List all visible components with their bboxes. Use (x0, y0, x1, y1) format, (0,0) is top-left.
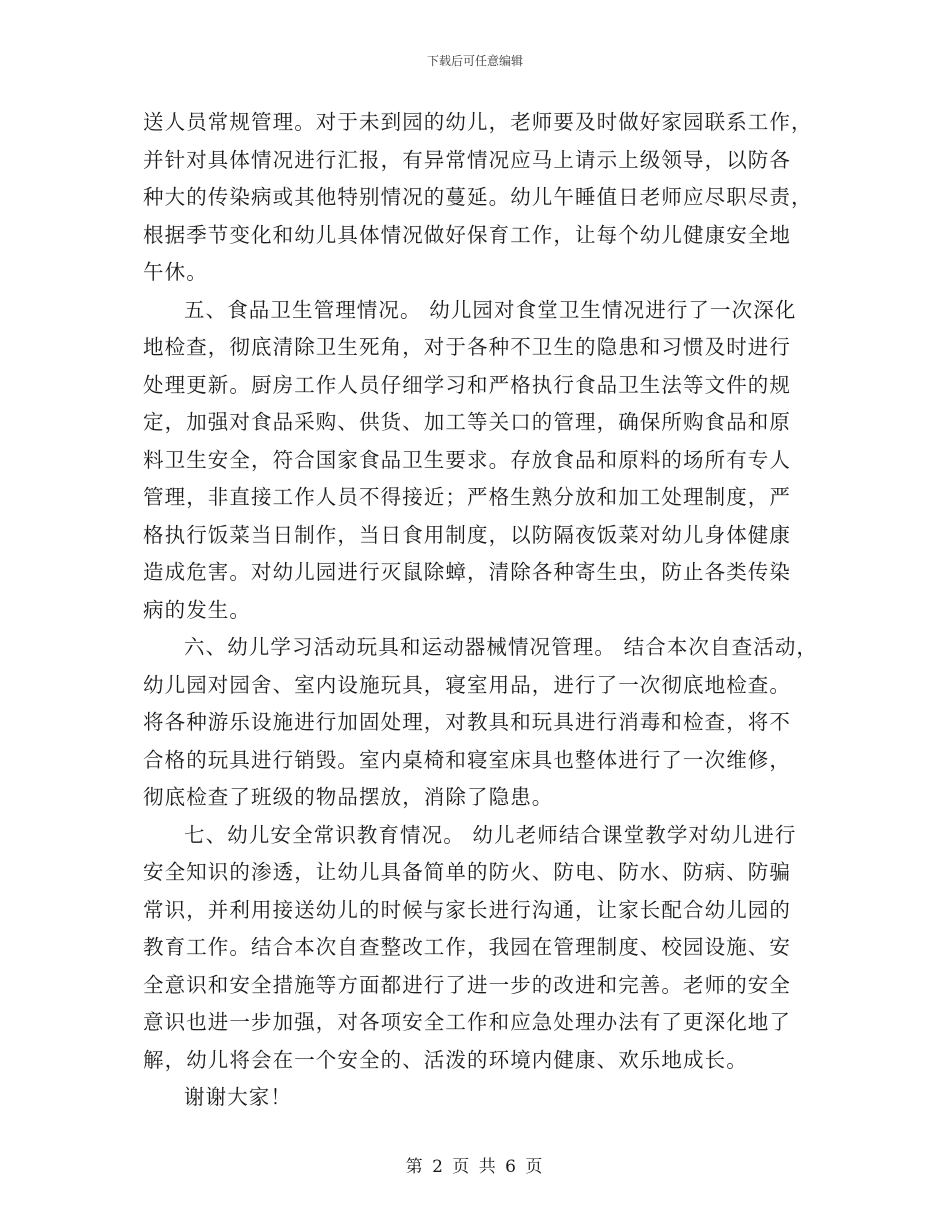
text-line: 谢谢大家！ (184, 1085, 292, 1109)
text-line: 地检查，彻底清除卫生死角，对于各种不卫生的隐患和习惯及时进行 (143, 335, 791, 359)
text-line: 全意识和安全措施等方面都进行了进一步的改进和完善。老师的安全 (143, 972, 791, 997)
text-line: 六、幼儿学习活动玩具和运动器械情况管理。 结合本次自查活动， (184, 635, 819, 659)
text-line: 格执行饭菜当日制作，当日食用制度，以防隔夜饭菜对幼儿身体健康 (143, 522, 791, 547)
document-body (143, 104, 843, 1117)
text-line: 七、幼儿安全常识教育情况。 幼儿老师结合课堂教学对幼儿进行 (184, 822, 797, 847)
page-footer: 第 2 页 共 6 页 (405, 1157, 545, 1177)
text-line: 送人员常规管理。对于未到园的幼儿，老师要及时做好家园联系工作， (143, 110, 813, 134)
text-line: 病的发生。 (143, 597, 251, 622)
text-line: 安全知识的渗透，让幼儿具备简单的防火、防电、防水、防病、防骗 (143, 860, 791, 884)
text-line: 午休。 (143, 260, 208, 284)
text-line: 并针对具体情况进行汇报，有异常情况应马上请示上级领导，以防各 (143, 147, 791, 172)
text-line: 解，幼儿将会在一个安全的、活泼的环境内健康、欢乐地成长。 (143, 1047, 748, 1072)
text-line: 五、食品卫生管理情况。 幼儿园对食堂卫生情况进行了一次深化 (184, 297, 797, 322)
text-line: 根据季节变化和幼儿具体情况做好保育工作，让每个幼儿健康安全地 (143, 222, 791, 247)
text-line: 意识也进一步加强，对各项安全工作和应急处理办法有了更深化地了 (143, 1010, 791, 1034)
text-line: 种大的传染病或其他特别情况的蔓延。幼儿午睡值日老师应尽职尽责， (143, 185, 813, 209)
text-line: 造成危害。对幼儿园进行灭鼠除蟑，清除各种寄生虫，防止各类传染 (143, 560, 791, 584)
text-line: 彻底检查了班级的物品摆放，消除了隐患。 (143, 785, 554, 809)
text-line: 将各种游乐设施进行加固处理，对教具和玩具进行消毒和检查，将不 (143, 710, 791, 734)
header-note: 下载后可任意编辑 (426, 54, 523, 68)
text-line: 定，加强对食品采购、供货、加工等关口的管理，确保所购食品和原 (143, 410, 791, 434)
text-line: 料卫生安全，符合国家食品卫生要求。存放食品和原料的场所有专人 (143, 447, 791, 472)
text-line: 合格的玩具进行销毁。室内桌椅和寝室床具也整体进行了一次维修， (143, 747, 791, 772)
text-line: 教育工作。结合本次自查整改工作，我园在管理制度、校园设施、安 (143, 935, 791, 959)
text-line: 幼儿园对园舍、室内设施玩具，寝室用品，进行了一次彻底地检查。 (143, 672, 791, 697)
text-line: 常识，并利用接送幼儿的时候与家长进行沟通，让家长配合幼儿园的 (143, 897, 791, 922)
text-line: 处理更新。厨房工作人员仔细学习和严格执行食品卫生法等文件的规 (143, 372, 791, 397)
text-line: 管理，非直接工作人员不得接近；严格生熟分放和加工处理制度，严 (143, 485, 791, 509)
